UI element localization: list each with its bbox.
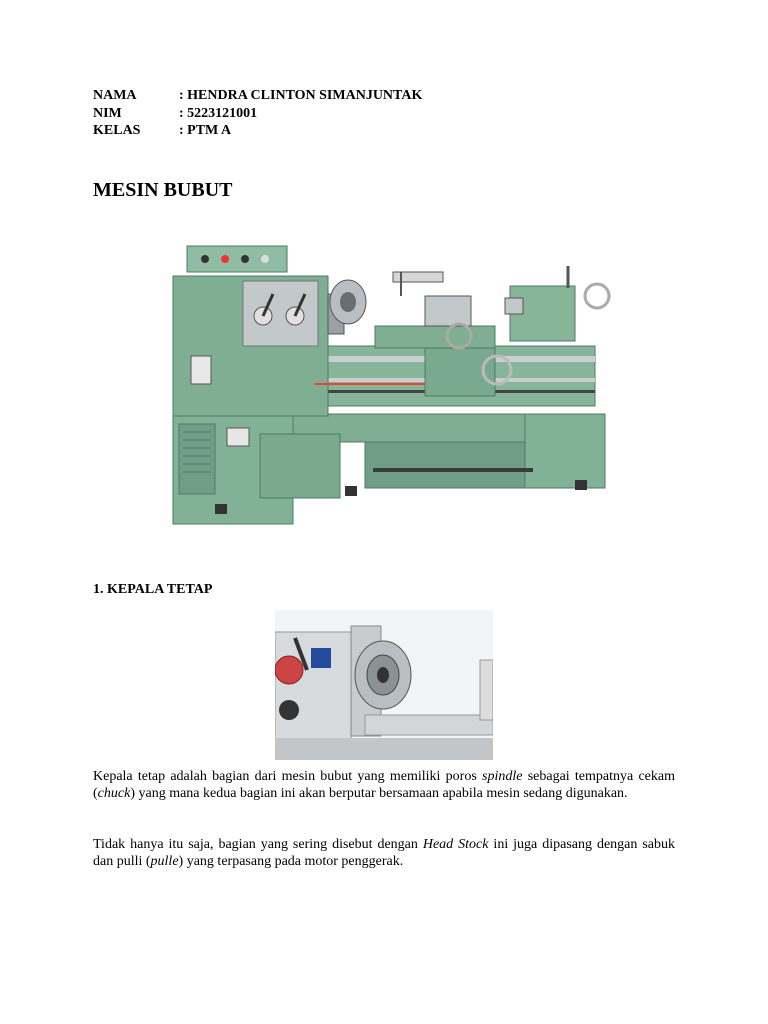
paragraph-2: Tidak hanya itu saja, bagian yang sering disebut dengan Head Stock ini juga dipasang dengan sabuk dan pulli (pulle) yang terpasang pada motor penggerak.: [93, 837, 675, 869]
name-row: [93, 87, 422, 105]
student-info: [93, 87, 422, 140]
lathe-machine-image: [165, 236, 615, 528]
name-value: : HENDRA CLINTON SIMANJUNTAK: [179, 88, 423, 103]
document-title: MESIN BUBUT: [93, 179, 233, 201]
kelas-row: [93, 122, 422, 140]
kelas-value: : PTM A: [179, 123, 232, 138]
nim-label: NIM: [93, 105, 122, 121]
nim-value: : 5223121001: [179, 105, 258, 121]
name-label: NAMA: [93, 88, 137, 103]
kelas-label: KELAS: [93, 123, 141, 138]
section-heading: 1. KEPALA TETAP: [93, 582, 213, 597]
headstock-image: [275, 610, 493, 760]
nim-row: [93, 105, 422, 123]
paragraph-1: Kepala tetap adalah bagian dari mesin bubut yang memiliki poros spindle sebagai tempatnya cekam (chuck) yang mana kedua bagian ini akan berputar bersamaan apabila mesin sedang digunakan.: [93, 769, 675, 801]
